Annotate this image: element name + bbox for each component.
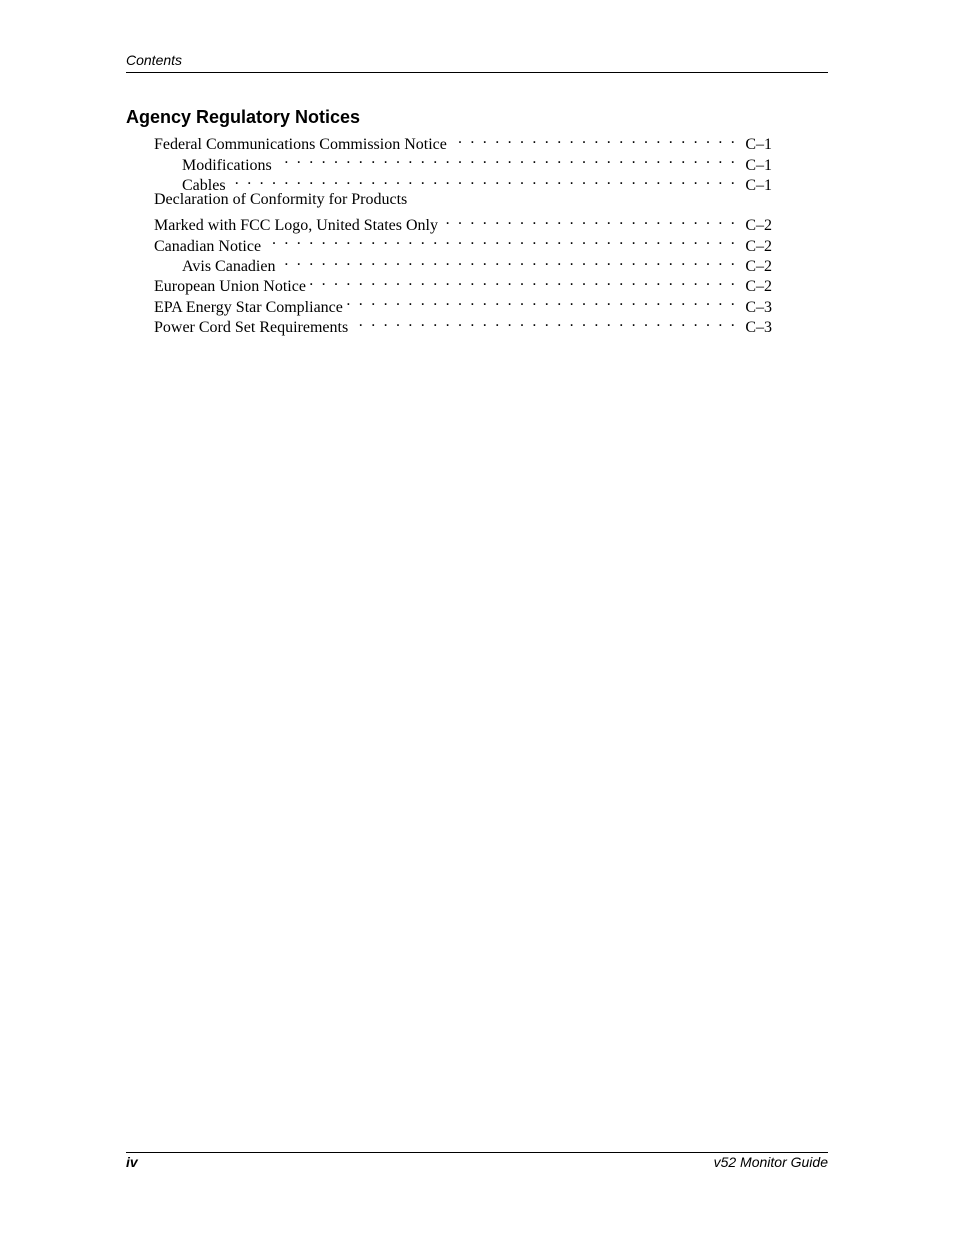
section-title: Agency Regulatory Notices: [126, 107, 361, 127]
toc-entry[interactable]: [154, 190, 772, 210]
toc-dot-leader: [230, 170, 737, 190]
toc-entry-label: Power Cord Set Requirements: [154, 318, 349, 336]
footer-rule: [126, 1152, 828, 1153]
toc-dot-leader: [265, 230, 737, 250]
toc-entry-page: C–3: [745, 318, 772, 336]
toc-entry[interactable]: [154, 170, 772, 194]
toc-dot-leader: [347, 291, 737, 311]
toc-entry-page: C–1: [745, 136, 772, 154]
toc-entry-page: C–2: [745, 278, 772, 296]
toc-dot-leader: [451, 129, 737, 149]
toc-entry-page: C–2: [745, 237, 772, 255]
toc-entry-label: Federal Communications Commission Notice: [154, 136, 447, 154]
toc-dot-leader: [310, 271, 737, 291]
toc-dot-leader: [352, 312, 737, 332]
toc-entry-label: Cables: [182, 176, 226, 194]
toc-dot-leader: [442, 210, 737, 230]
table-of-contents: [154, 129, 772, 336]
toc-entry[interactable]: [154, 129, 772, 154]
toc-entry-page: C–1: [745, 176, 772, 194]
toc-entry-page: C–3: [745, 298, 772, 316]
footer-page-number: iv: [126, 1154, 138, 1170]
toc-entry-page: C–1: [745, 156, 772, 174]
toc-entry-label: EPA Energy Star Compliance: [154, 298, 343, 316]
toc-entry[interactable]: [154, 210, 772, 235]
running-head: Contents: [126, 52, 183, 68]
toc-entry-label: European Union Notice: [154, 278, 306, 296]
toc-dot-leader: [279, 251, 737, 271]
toc-entry-label: Declaration of Conformity for Products: [154, 190, 408, 208]
toc-entry-label: Canadian Notice: [154, 237, 262, 255]
toc-entry-label: Marked with FCC Logo, United States Only: [154, 217, 438, 235]
toc-entry-label: Modifications: [182, 156, 272, 174]
header-rule: [126, 72, 828, 73]
toc-entry-page: C–2: [745, 217, 772, 235]
toc-dot-leader: [276, 149, 737, 169]
footer-document-title: v52 Monitor Guide: [713, 1154, 828, 1170]
toc-entry-page: C–2: [745, 258, 772, 276]
toc-entry-label: Avis Canadien: [182, 258, 276, 276]
